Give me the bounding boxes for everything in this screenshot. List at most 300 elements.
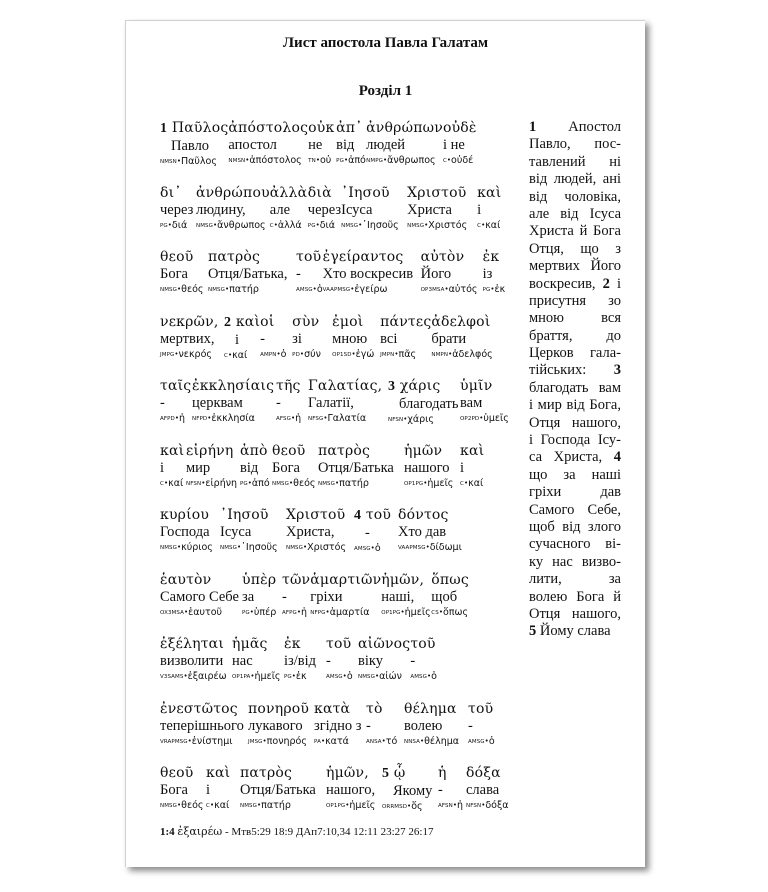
interlinear-word (308, 184, 341, 233)
interlinear-word (381, 571, 431, 620)
ukrainian-gloss: людину, (196, 201, 246, 218)
lemma: Χριστός (307, 542, 347, 553)
ukrainian-gloss: і (160, 459, 165, 476)
lemma: διά (319, 219, 335, 231)
morphology-code: NMPG (366, 158, 383, 164)
interlinear-word (196, 184, 270, 233)
morphology-code: AMSG (468, 738, 485, 745)
translation-line (529, 310, 621, 327)
parse-tag (224, 348, 260, 363)
lemma: ὅς (411, 801, 423, 812)
ukrainian-gloss: Христа, (286, 524, 335, 540)
ukrainian-gloss: слава (466, 782, 500, 798)
morphology-code: NMSN (160, 159, 177, 165)
translation-line (529, 432, 621, 449)
ukrainian-gloss: Хто воскресив (322, 266, 414, 282)
lemma: πατήρ (229, 284, 259, 295)
morphology-code: NFSG (308, 416, 324, 422)
interlinear-word (354, 506, 398, 556)
translation-text: мертвих Його (529, 258, 621, 275)
interlinear-word (242, 571, 282, 620)
separator-dot: • (177, 285, 182, 293)
morphology-code: AMSG (410, 674, 428, 680)
interlinear-word (308, 377, 388, 426)
greek-text: Παῦλος (171, 120, 229, 136)
separator-dot: • (343, 156, 349, 164)
interlinear-word (366, 119, 443, 168)
separator-dot: • (291, 672, 296, 680)
greek-text: ἐξέληται (160, 636, 225, 652)
parse-tag (358, 669, 410, 684)
greek-text: τοῦ (365, 507, 392, 523)
footnote (160, 825, 433, 838)
greek-word (381, 571, 431, 589)
morphology-code: JMSG (248, 738, 263, 745)
greek-text: ἐγείραντος (322, 249, 404, 265)
greek-text: ἡμῶν, (381, 571, 425, 588)
separator-dot: • (262, 736, 267, 745)
interlinear-word (232, 635, 284, 684)
lemma: χάρις (407, 414, 434, 425)
morphology-code: V3SAMS (160, 674, 184, 680)
verse-number: 4 (354, 508, 362, 523)
greek-word (224, 313, 260, 332)
parse-tag (160, 798, 206, 813)
lemma: ὑμεῖς (483, 413, 509, 424)
greek-text: ἐμοὶ (332, 313, 364, 330)
verse-number: 3 (388, 379, 396, 394)
ukrainian-gloss: благодать (399, 396, 459, 412)
lemma: αἰών (379, 671, 402, 682)
ukrainian-gloss: теперішнього (160, 717, 244, 734)
parse-tag (272, 476, 318, 491)
parse-tag (296, 282, 323, 297)
morphology-code: NMSG (220, 545, 238, 551)
separator-dot: • (289, 478, 294, 487)
interlinear-word (160, 506, 220, 555)
ukrainian-gloss: - (438, 782, 443, 798)
morphology-code: NNSA (404, 738, 420, 745)
translation-line (529, 571, 621, 588)
parse-tag (407, 218, 477, 233)
morphology-code: NMSG (272, 480, 290, 487)
greek-word (410, 635, 440, 653)
interlinear-word (240, 442, 272, 491)
greek-word (196, 184, 270, 202)
interlinear-word (404, 442, 460, 491)
interlinear-word (282, 571, 310, 620)
lemma: ἐξαιρέω (187, 671, 227, 682)
separator-dot: • (350, 285, 355, 293)
greek-word (332, 313, 380, 331)
interlinear-word (160, 184, 196, 233)
morphology-code: ANSA (366, 738, 382, 745)
greek-text: ἀδελφοὶ (431, 313, 491, 330)
greek-word (160, 377, 192, 395)
separator-dot: • (325, 607, 330, 616)
greek-word (160, 571, 242, 589)
interlinear-word (208, 248, 296, 297)
interlinear-block (160, 248, 520, 313)
parse-tag (260, 347, 292, 362)
morphology-code: OP3MSA (420, 287, 445, 293)
separator-dot: • (225, 285, 230, 293)
interlinear-word (466, 764, 516, 813)
greek-text: τὸ (366, 700, 383, 717)
greek-word (272, 442, 318, 460)
greek-text: δόξα (466, 765, 501, 781)
lemma: διά (171, 219, 188, 231)
greek-text: οὐκ (308, 120, 335, 136)
parse-tag (341, 218, 407, 233)
greek-word (477, 184, 507, 202)
separator-dot: • (370, 544, 375, 552)
lemma: καί (468, 477, 484, 489)
parse-tag (160, 734, 248, 749)
interlinear-word (228, 119, 308, 168)
separator-dot: • (463, 478, 469, 487)
separator-dot: • (315, 220, 320, 229)
translation-line (529, 223, 621, 240)
morphology-code: VRAPMSG (160, 738, 188, 745)
parse-tag (160, 154, 228, 169)
lemma: ἐκκλησία (211, 413, 255, 424)
interlinear-block (160, 184, 520, 249)
morphology-code: OP1SD (332, 351, 352, 358)
morphology-code: OP1PG (326, 803, 346, 809)
greek-word (314, 700, 366, 718)
greek-text: καὶ (235, 313, 261, 330)
parse-tag (206, 798, 240, 813)
greek-word (160, 700, 248, 718)
greek-word (232, 635, 284, 653)
separator-dot: • (323, 414, 328, 422)
greek-text: χάρις (399, 378, 441, 394)
morphology-code: NMSG (160, 545, 178, 551)
interlinear-word (460, 377, 510, 426)
ukrainian-gloss: Галатії, (308, 395, 354, 411)
parse-tag (232, 669, 284, 684)
ukrainian-gloss: церквам (192, 395, 243, 411)
greek-text: ὅπως (431, 571, 469, 588)
greek-text: θεοῦ (272, 442, 306, 459)
lemma: θεός (293, 477, 316, 489)
parse-tag (282, 605, 310, 620)
separator-dot: • (315, 156, 320, 164)
ukrainian-gloss: нашого (404, 459, 450, 476)
parse-tag (292, 347, 332, 362)
translation-line (529, 241, 621, 258)
lemma: ἐγείρω (354, 284, 388, 295)
ukrainian-gloss: Бога (160, 266, 188, 282)
interlinear-word (468, 700, 498, 749)
lemma: ἡμεῖς (427, 477, 454, 489)
greek-text: δόντος (398, 507, 449, 523)
translation-text: гріхи дав (529, 484, 621, 501)
separator-dot: • (375, 672, 380, 680)
parse-tag (228, 153, 308, 168)
verse-number: 5 (382, 766, 390, 781)
lemma: ὁ (280, 348, 287, 360)
ukrainian-gloss: згідно з (314, 717, 362, 734)
lemma: ἐκ (494, 284, 506, 295)
interlinear-word (388, 377, 460, 427)
ukrainian-gloss: але (269, 201, 291, 218)
greek-word (310, 571, 381, 589)
ukrainian-gloss: гріхи (310, 588, 343, 605)
translation-text: щоб від злого (529, 518, 621, 535)
greek-text: Γαλατίας, (308, 378, 383, 394)
interlinear-word (318, 442, 404, 491)
parse-tag (466, 798, 516, 813)
interlinear-word (160, 313, 224, 362)
separator-dot: • (299, 349, 305, 358)
parse-tag (366, 734, 404, 749)
lemma: ὁ (374, 543, 381, 554)
translation-line (529, 258, 621, 275)
parse-tag (208, 282, 296, 297)
translation-text: Павло, пос- (529, 136, 621, 153)
ukrainian-gloss: нас (232, 653, 253, 669)
parse-tag (323, 282, 421, 297)
greek-text: οἱ (260, 313, 275, 330)
interlinear-word (336, 119, 366, 168)
greek-word (404, 442, 460, 460)
translation-text: воскресив, (529, 275, 603, 292)
lemma: ἀδελφός (452, 348, 493, 360)
interlinear-word (460, 442, 490, 491)
greek-word (160, 764, 206, 782)
parse-tag (308, 153, 336, 168)
ukrainian-gloss: - (160, 395, 165, 411)
greek-text: τοῦ (468, 700, 494, 717)
greek-text: ἀπὸ (240, 442, 268, 459)
interlinear-word (310, 571, 381, 620)
translation-text: але від Ісуса (529, 205, 621, 222)
greek-text: καὶ (160, 442, 185, 459)
document-page (125, 20, 645, 867)
lemma: αὐτός (448, 284, 478, 295)
morphology-code: C (477, 222, 482, 229)
lemma: σύν (304, 348, 321, 360)
morphology-code: PA (314, 738, 321, 745)
greek-word (431, 571, 471, 589)
ukrainian-gloss: щоб (431, 588, 458, 605)
parse-tag (336, 153, 366, 168)
greek-word (326, 635, 358, 653)
translation-text: Йому слава (536, 623, 611, 640)
greek-word (366, 119, 443, 137)
morphology-code: NFSN (186, 480, 202, 487)
morphology-code: AFSN (438, 803, 453, 809)
separator-dot: • (481, 801, 486, 809)
translation-line (529, 484, 621, 501)
morphology-code: JMPG (160, 351, 175, 358)
parse-tag (460, 476, 490, 491)
morphology-code: AMPN (260, 351, 277, 358)
ukrainian-gloss: віку (358, 653, 383, 669)
interlinear-word (443, 119, 483, 168)
separator-dot: • (273, 220, 278, 229)
interlinear-word (431, 313, 501, 362)
greek-text: ᾧ (393, 765, 406, 781)
greek-word (242, 571, 282, 589)
greek-text: ᾿Ιησοῦ (341, 184, 390, 201)
ukrainian-gloss: через (307, 201, 342, 218)
morphology-code: NMSG (358, 674, 376, 680)
lemma: ὁ (431, 671, 437, 682)
greek-text: δι᾽ (160, 184, 182, 201)
lemma: πατήρ (339, 477, 369, 489)
separator-dot: • (484, 736, 489, 745)
lemma: δόξα (485, 800, 509, 811)
lemma: τό (385, 735, 398, 747)
greek-word (466, 764, 516, 782)
translation-text: присутня зо (529, 292, 621, 309)
ukrainian-gloss: - (282, 588, 287, 605)
greek-text: τοῦ (410, 636, 436, 652)
morphology-code: NMSG (160, 803, 178, 809)
translation-text: Церков гала- (529, 345, 621, 362)
interlinear-block (160, 635, 520, 700)
morphology-code: C (206, 803, 210, 809)
translation-line (529, 328, 621, 345)
translation-text: волею Бога й (529, 588, 621, 605)
translation-text: Апостол (536, 119, 621, 135)
ukrainian-gloss: брати (431, 330, 467, 347)
greek-text: θεοῦ (160, 765, 194, 781)
interlinear-word (186, 442, 240, 491)
greek-word (407, 184, 477, 202)
greek-word (421, 248, 483, 266)
greek-text: ἀλλὰ (269, 184, 308, 201)
greek-word (380, 313, 431, 331)
lemma: δίδωμι (429, 542, 462, 553)
morphology-code: NMSG (196, 222, 214, 229)
translation-line (529, 119, 621, 136)
greek-text: ἀπόστολος (228, 120, 309, 136)
interlinear-word (326, 635, 358, 684)
greek-word (160, 635, 232, 653)
parse-tag (332, 347, 380, 362)
greek-text: Χριστοῦ (407, 184, 467, 201)
ukrainian-gloss: наші, (381, 588, 415, 605)
separator-dot: • (490, 285, 495, 293)
parse-tag (186, 476, 240, 491)
parse-tag (160, 282, 208, 297)
lemma: ἡμεῖς (349, 800, 376, 811)
separator-dot: • (448, 349, 453, 358)
lemma: Παῦλος (181, 156, 217, 167)
separator-dot: • (423, 478, 428, 487)
greek-text: κυρίου (160, 507, 210, 523)
verse-number: 1 (160, 121, 168, 136)
greek-text: ὑπὲρ (242, 571, 277, 588)
lemma: ὑπέρ (253, 606, 277, 618)
parse-tag (240, 798, 326, 813)
interlinear-word (404, 700, 468, 749)
parse-tag (421, 282, 483, 297)
ukrainian-gloss: - (296, 266, 301, 282)
separator-dot: • (167, 220, 172, 229)
greek-text: ἀπ᾽ (336, 120, 363, 136)
verse-number: 3 (613, 362, 621, 379)
ukrainian-gloss: через (160, 201, 194, 218)
separator-dot: • (257, 801, 262, 809)
greek-word (468, 700, 498, 718)
separator-dot: • (383, 156, 388, 164)
separator-dot: • (403, 415, 408, 423)
morphology-code: OP1PG (404, 480, 424, 487)
parse-tag (477, 218, 507, 233)
ukrainian-gloss: не (308, 137, 323, 153)
greek-word (443, 119, 483, 137)
separator-dot: • (249, 607, 254, 616)
footnote-reference: 1:4 (160, 826, 175, 838)
separator-dot: • (312, 285, 317, 293)
parse-tag (220, 540, 286, 555)
translation-line (529, 449, 621, 466)
morphology-code: NMSG (286, 545, 304, 551)
separator-dot: • (358, 220, 363, 229)
greek-text: αἰῶνος (358, 636, 411, 652)
translation-line (529, 171, 621, 188)
greek-word (341, 184, 407, 202)
parse-tag (192, 411, 276, 426)
parse-tag (381, 605, 431, 620)
greek-word (160, 119, 228, 138)
greek-word (206, 764, 240, 782)
interlinear-word (286, 506, 354, 555)
ukrainian-gloss: Самого Себе (160, 588, 239, 605)
parse-tag (160, 218, 196, 233)
separator-dot: • (303, 543, 308, 551)
separator-dot: • (174, 349, 179, 358)
translation-line (529, 293, 621, 310)
morphology-code: C (269, 222, 274, 229)
morphology-code: OX3MSA (160, 609, 184, 616)
morphology-code: C (442, 158, 447, 164)
greek-text: ἀνθρώπων (366, 120, 443, 136)
lemma: καί (214, 800, 230, 811)
greek-text: ταῖς (160, 378, 192, 394)
separator-dot: • (174, 414, 180, 422)
separator-dot: • (425, 543, 430, 551)
lemma: ὁ (316, 284, 323, 295)
greek-word (460, 377, 510, 395)
translation-text: сучасного ві- (529, 536, 621, 553)
translation-line (529, 589, 621, 606)
interlinear-word (206, 764, 240, 813)
greek-word (186, 442, 240, 460)
lemma: ἀπόστολος (249, 155, 302, 166)
lemma: πᾶς (398, 348, 417, 360)
greek-word (240, 764, 326, 782)
lemma: ἀπό (251, 477, 270, 489)
interlinear-text (160, 119, 520, 829)
translation-text: і Господа Ісу- (529, 432, 621, 449)
parse-tag (276, 411, 308, 426)
separator-dot: • (335, 478, 340, 487)
separator-dot: • (481, 220, 486, 229)
ukrainian-gloss: всі (380, 330, 398, 347)
parse-tag (380, 347, 431, 362)
interlinear-word (224, 313, 260, 363)
translation-line (529, 189, 621, 206)
greek-text: διὰ (307, 184, 332, 201)
parse-tag (326, 669, 358, 684)
greek-word (308, 119, 336, 137)
